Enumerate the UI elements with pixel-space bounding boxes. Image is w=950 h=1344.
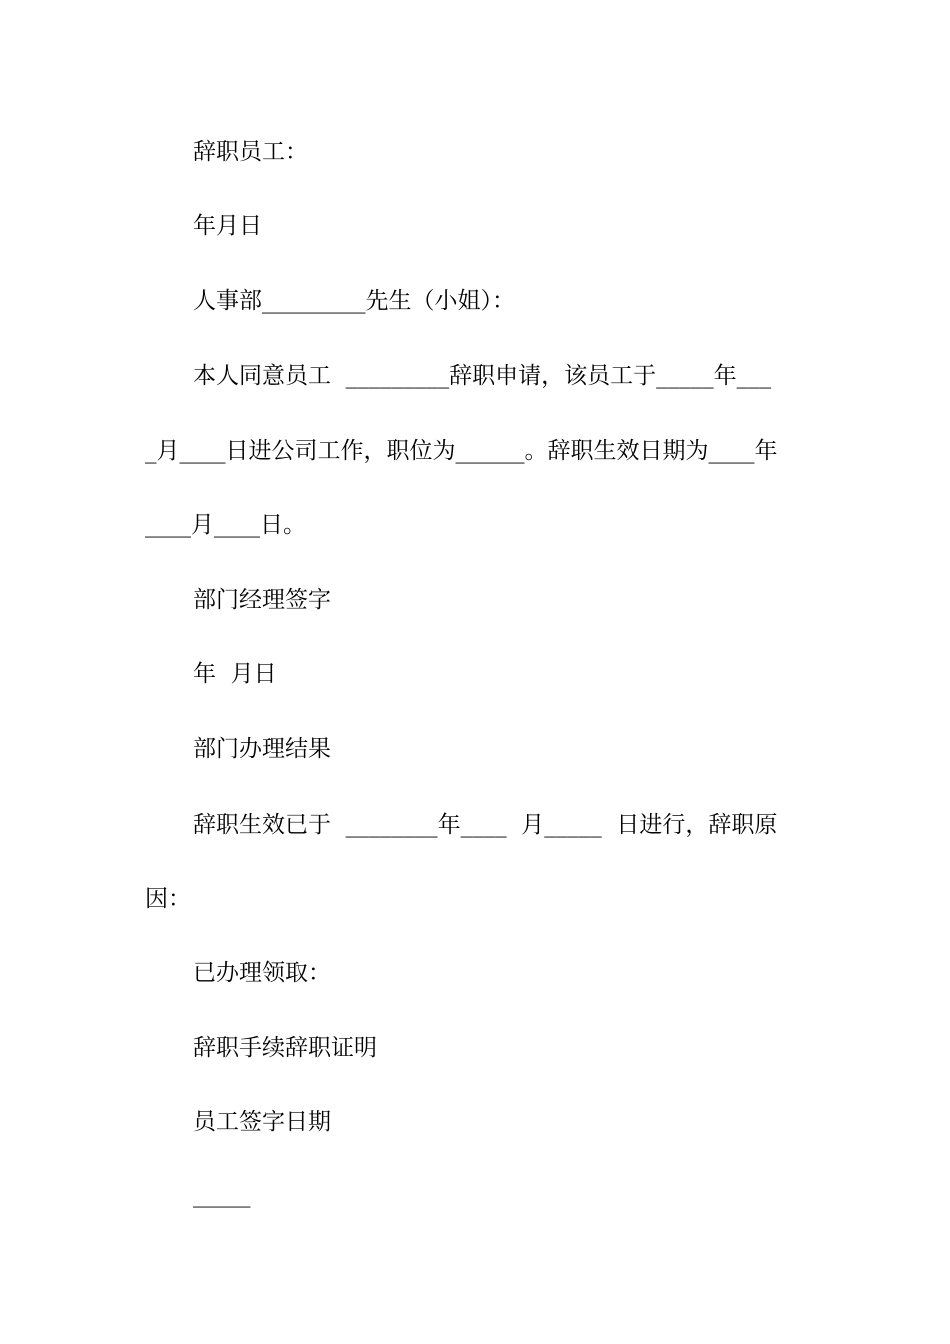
effective-date-line-1: 辞职生效已于 ________年____ 月_____ 日进行，辞职原 — [193, 812, 778, 838]
effective-date-line-2: 因： — [145, 886, 191, 912]
approval-paragraph-line-1: 本人同意员工 _________辞职申请，该员工于_____年___ — [193, 363, 772, 389]
manager-signature-label: 部门经理签字 — [193, 587, 331, 613]
resigning-employee-label: 辞职员工： — [193, 139, 308, 165]
employee-signature-date-label: 员工签字日期 — [193, 1109, 331, 1135]
hr-addressee: 人事部_________先生（小姐）： — [193, 288, 515, 314]
department-result-heading: 部门办理结果 — [193, 736, 331, 762]
processed-items-label: 已办理领取： — [193, 960, 331, 986]
procedures-certificate-line: 辞职手续辞职证明 — [193, 1035, 377, 1061]
manager-date-line: 年 月日 — [193, 661, 277, 687]
date-line: 年月日 — [193, 213, 262, 239]
approval-paragraph-line-2: _月____日进公司工作，职位为______。辞职生效日期为____年 — [145, 438, 778, 464]
approval-paragraph-line-3: ____月____日。 — [145, 512, 306, 538]
signature-blank-line: _____ — [193, 1182, 251, 1208]
